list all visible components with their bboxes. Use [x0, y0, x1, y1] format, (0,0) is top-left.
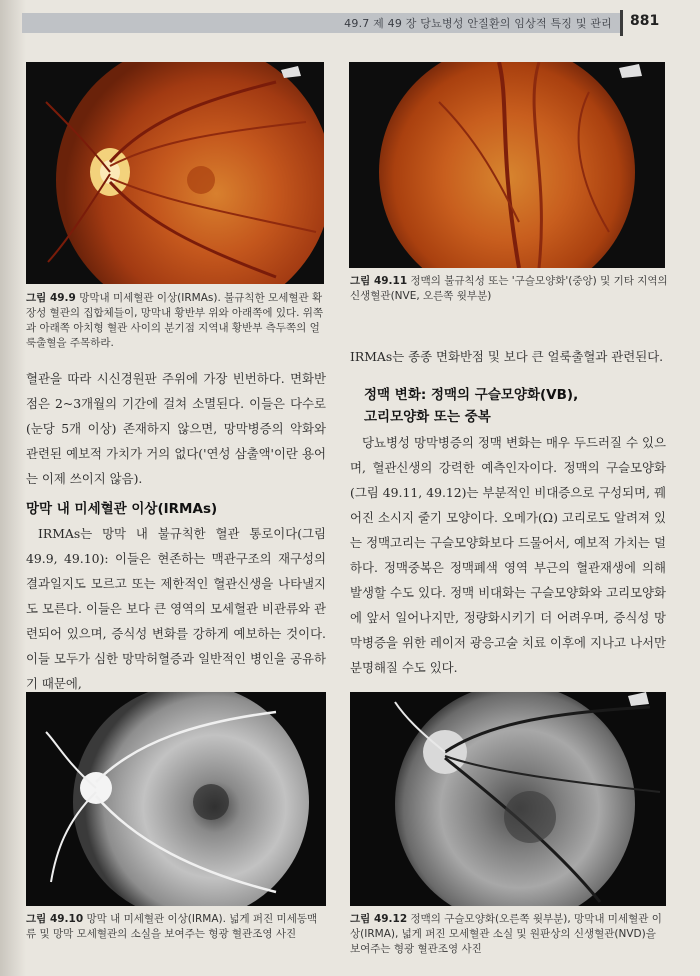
right-column-paragraph-1: [350, 344, 666, 369]
figure-49-10-label: 그림 49.10: [26, 913, 84, 925]
figure-49-12-image: [350, 692, 666, 906]
right-para-1: IRMAs는 종종 면화반점 및 보다 큰 얼룩출혈과 관련된다.: [350, 349, 664, 364]
left-para-2: IRMAs는 망막 내 불규칙한 혈관 통로이다(그림 49.9, 49.10): 이들은 현존하는 맥관구조의 재구성의 결과일지도 모르고 또는 제한적인 혈관신생을 나타낼지도 모른다. 이들은 보다 큰 영역의 모세혈관 비관류와 관련되어 있으며, 증식성 변화를 강하게 예보하는 것이다. 이들 모두가 심한 망막허혈증과 일반적인 병인을 공유하기 때문에,: [26, 526, 326, 691]
right-para-2: 당뇨병성 망막병증의 정맥 변화는 매우 두드러질 수 있으며, 혈관신생의 강력한 예측인자이다. 정맥의 구슬모양화(그림 49.11, 49.12)는 부분적인 비대증으로 구성되며, 꿰어진 소시지 줄기 모양이다. 오메가(Ω) 고리로도 알려져 있는 정맥고리는 구슬모양화보다 드물어서, 예보적 가치는 덜하다. 정맥중복은 정맥폐색 영역 부근의 혈관재생에 의해 발생할 수도 있다. 정맥 비대화는 구슬모양화와 고리모양화에 앞서 일어나지만, 정량화시키기 더 어려우며, 증식성 망막병증을 위한 레이저 광응고술 치료 이후에 지나고 나서만 분명해질 수도 있다.: [350, 435, 666, 675]
figure-49-11-image: [349, 62, 665, 268]
heading-line-1: 정맥 변화: 정맥의 구슬모양화(VB),: [364, 387, 579, 403]
figure-49-11-text: 정맥의 불규칙성 또는 '구슬모양화'(중앙) 및 기타 지역의 신생혈관(NVE, 오른쪽 윗부분): [350, 275, 668, 302]
left-column-paragraph-2: [26, 521, 326, 696]
figure-49-9-label: 그림 49.9: [26, 292, 76, 304]
running-header-title: 49.7 제 49 장 당뇨병성 안질환의 임상적 특징 및 관리: [344, 17, 612, 30]
figure-49-10-image: [26, 692, 326, 906]
figure-49-10-caption: [26, 912, 326, 942]
page-number: 881: [630, 13, 660, 29]
figure-49-9-text: 망막내 미세혈관 이상(IRMAs). 불규칙한 모세혈관 확장성 혈관의 집합체들이, 망막내 황반부 위와 아래쪽에 있다. 위쪽과 아래쪽 아치형 혈관 사이의 분기점 지역내 황반부 측두쪽의 얼룩출혈을 주목하라.: [26, 292, 324, 349]
fundus-photo-49-9: [26, 62, 324, 284]
left-para-1: 혈관을 따라 시신경원판 주위에 가장 빈번하다. 면화반점은 2~3개월의 기간에 걸쳐 소멸된다. 이들은 다수로(눈당 5개 이상) 존재하지 않으면, 망막병증의 악화와 관련된 예보적 가치가 거의 없다('연성 삼출액'이란 용어는 이제 쓰이지 않음).: [26, 371, 326, 486]
header-separator: [620, 10, 623, 36]
figure-49-9-image: [26, 62, 324, 284]
right-column-paragraph-2: [350, 430, 666, 680]
section-heading-irmas: 망막 내 미세혈관 이상(IRMAs): [26, 501, 218, 517]
figure-49-11-caption: [350, 274, 668, 304]
figure-49-12-text: 정맥의 구슬모양화(오른쪽 윗부분), 망막내 미세혈관 이상(IRMA), 넓게 퍼진 모세혈관 소실 및 원판상의 신생혈관(NVD)을 보여주는 형광 혈관조영 사진: [350, 913, 662, 955]
page-gutter-shadow: [0, 0, 26, 976]
angiogram-49-12: [350, 692, 666, 906]
figure-49-9-caption: [26, 291, 326, 351]
figure-49-11-label: 그림 49.11: [350, 275, 408, 287]
left-column-paragraph-1: [26, 366, 326, 491]
heading-line-2: 고리모양화 또는 중복: [364, 409, 491, 425]
fundus-photo-49-11: [349, 62, 665, 268]
figure-49-10-text: 망막 내 미세혈관 이상(IRMA). 넓게 퍼진 미세동맥류 및 망막 모세혈관의 소실을 보여주는 형광 혈관조영 사진: [26, 913, 318, 940]
figure-49-12-label: 그림 49.12: [350, 913, 408, 925]
angiogram-49-10: [26, 692, 326, 906]
figure-49-12-caption: [350, 912, 668, 957]
section-heading-venous-changes: [364, 384, 668, 428]
